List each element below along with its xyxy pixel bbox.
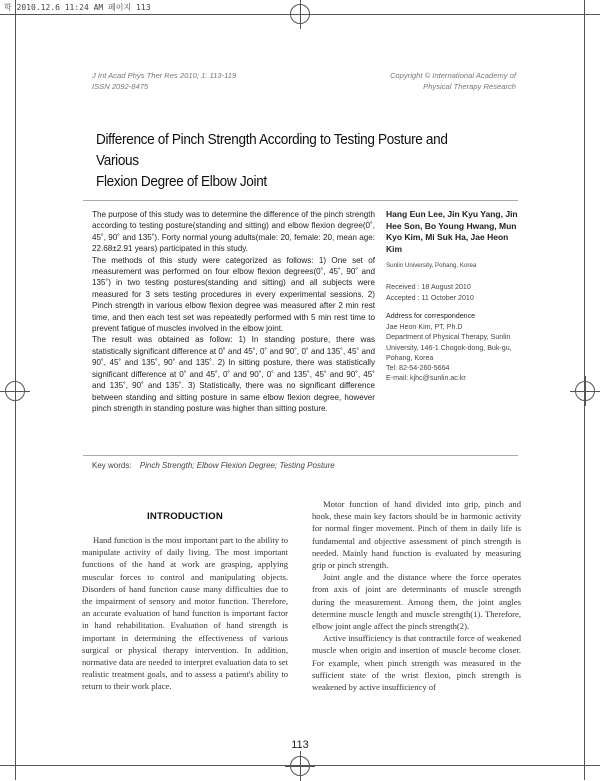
article-dates xyxy=(386,282,474,303)
keywords-list: Pinch Strength; Elbow Flexion Degree; Testing Posture xyxy=(139,461,335,470)
abstract-paragraph-purpose: The purpose of this study was to determine the difference of the pinch strength according to testing posture(standing and sitting) and elbow flexion degree(0˚, 45˚, 90˚ and 135˚). Forty normal young adults(male: 20, female: 20, mean age: 22.68±2.91 years) participated in this study. xyxy=(92,210,375,254)
correspondence-email[interactable]: E-mail: kjhc@sunlin.ac.kr xyxy=(386,374,466,383)
copyright-header xyxy=(390,71,516,92)
page-number: 113 xyxy=(291,739,309,751)
introduction-paragraph: Motor function of hand divided into grip, pinch and hook, these main key factors should be in harmonic activity for normal finger movement. Pinch of them in daily life is fundamental and objective assessment of pinch strength is needed. Mainly hand function is evaluated by measuring grip or pinch strength. xyxy=(312,499,521,571)
introduction-paragraph: Hand function is the most important part to the ability to manipulate activity of daily living. The most important functions of the hand at work are grasping, applying muscular forces to control and manipulating objects. Disorders of hand function cause many difficulties due to the impairment of sensory and motor function. Therefore, an accurate evaluation of hand function is important factor in hand rehabilitation. Evaluation of hand strength is important in determining the effectiveness of various surgical or physical therapy intervention. In addition, normative data are needed to interpret evaluation data to set realistic treatment goals, and to assess a patient's ability to return to their work place. xyxy=(82,535,288,692)
article-title-line-2: Flexion Degree of Elbow Joint xyxy=(96,174,267,190)
introduction-right-column xyxy=(312,498,521,693)
author-list: Hang Eun Lee, Jin Kyu Yang, Jin Hee Son, Bo Young Hwang, Mun Kyo Kim, Mi Suk Ha, Jae Heon Kim xyxy=(386,209,518,254)
introduction-left-column xyxy=(82,534,288,693)
introduction-paragraph: Joint angle and the distance where the force operates from axis of joint are determinants of muscle strength during the measurement. Among them, the joint angles determine muscle length and muscle strength(1). Therefore, elbow joint angle affect the pinch strength(2). xyxy=(312,572,521,632)
correspondence-department: Department of Physical Therapy, Sunlin University, 146-1 Chogok-dong, Buk-gu, Pohang, Korea xyxy=(386,333,512,362)
introduction-paragraph: Active insufficiency is that contractile force of weakened muscle when origin and insertion of muscle become closer. For example, when pinch strength was measured in the sufficient state of the wrist flexion, pinch strength is weakened by active insufficiency of xyxy=(312,633,521,693)
correspondence-tel: Tel: 82-54-260-5664 xyxy=(386,364,450,373)
keywords xyxy=(92,461,335,470)
article-title-line-1: Difference of Pinch Strength According to Testing Posture and Various xyxy=(96,132,448,169)
copyright-line-2: Physical Therapy Research xyxy=(423,81,516,91)
keywords-label: Key words: xyxy=(92,461,132,470)
issn: ISSN 2092-8475 xyxy=(92,81,149,91)
introduction-heading: INTRODUCTION xyxy=(147,511,223,522)
received-date: Received : 18 August 2010 xyxy=(386,283,471,291)
abstract-paragraph-methods: The methods of this study were categorized as follows: 1) One set of measurement was performed on four elbow flexion degrees(0˚, 45˚, 90˚ and 135˚) in two testing postures(standing and sitting) and all subjects were measured for 3 sets testing procedures in every experimental sessions. 2) Pinch strength in various elbow flexion degree was measured after 2 min rest time, and then each test set was repeatedly performed with 5 min rest time to prevent fatigue of muscles involved in the elbow joint. xyxy=(92,255,375,334)
registration-mark-right xyxy=(575,381,595,401)
registration-mark-top xyxy=(290,4,310,24)
journal-citation: J Int Acad Phys Ther Res 2010; 1: 113-119 xyxy=(92,71,237,80)
print-stamp: 학 2010.12.6 11:24 AM 페이지 113 xyxy=(4,3,151,12)
abstract xyxy=(92,209,375,414)
accepted-date: Accepted : 11 October 2010 xyxy=(386,293,474,302)
affiliation: Sunlin University, Pohang, Korea xyxy=(386,262,477,269)
correspondence-heading: Address for correspondence xyxy=(386,312,476,320)
journal-header xyxy=(92,71,236,92)
correspondence-details xyxy=(386,322,522,384)
correspondence-name: Jae Heon Kim, PT, Ph.D xyxy=(386,323,463,331)
abstract-paragraph-results: The result was obtained as follow: 1) In standing posture, there was statistically significant difference at 0˚ and 45˚, 0˚ and 90˚, 0˚ and 135˚, 45˚ and 90˚, 45˚ and 135˚, 90˚ and 135˚. 2) In sitting posture, there was statistically significant difference at 0˚ and 45˚, 0˚ and 90˚, 0˚ and 135˚, 45˚ and 90˚, 45˚ and 135˚, 90˚ and 135˚. 3) Statistically, there was no significant difference between standing and sitting posture in same elbow flexion degree, however pinch strength in standing posture was higher than sitting posture. xyxy=(92,335,375,413)
registration-mark-left xyxy=(5,381,25,401)
registration-mark-bottom xyxy=(290,756,310,776)
copyright-line-1: Copyright © International Academy of xyxy=(389,71,516,80)
article-title xyxy=(96,130,487,193)
